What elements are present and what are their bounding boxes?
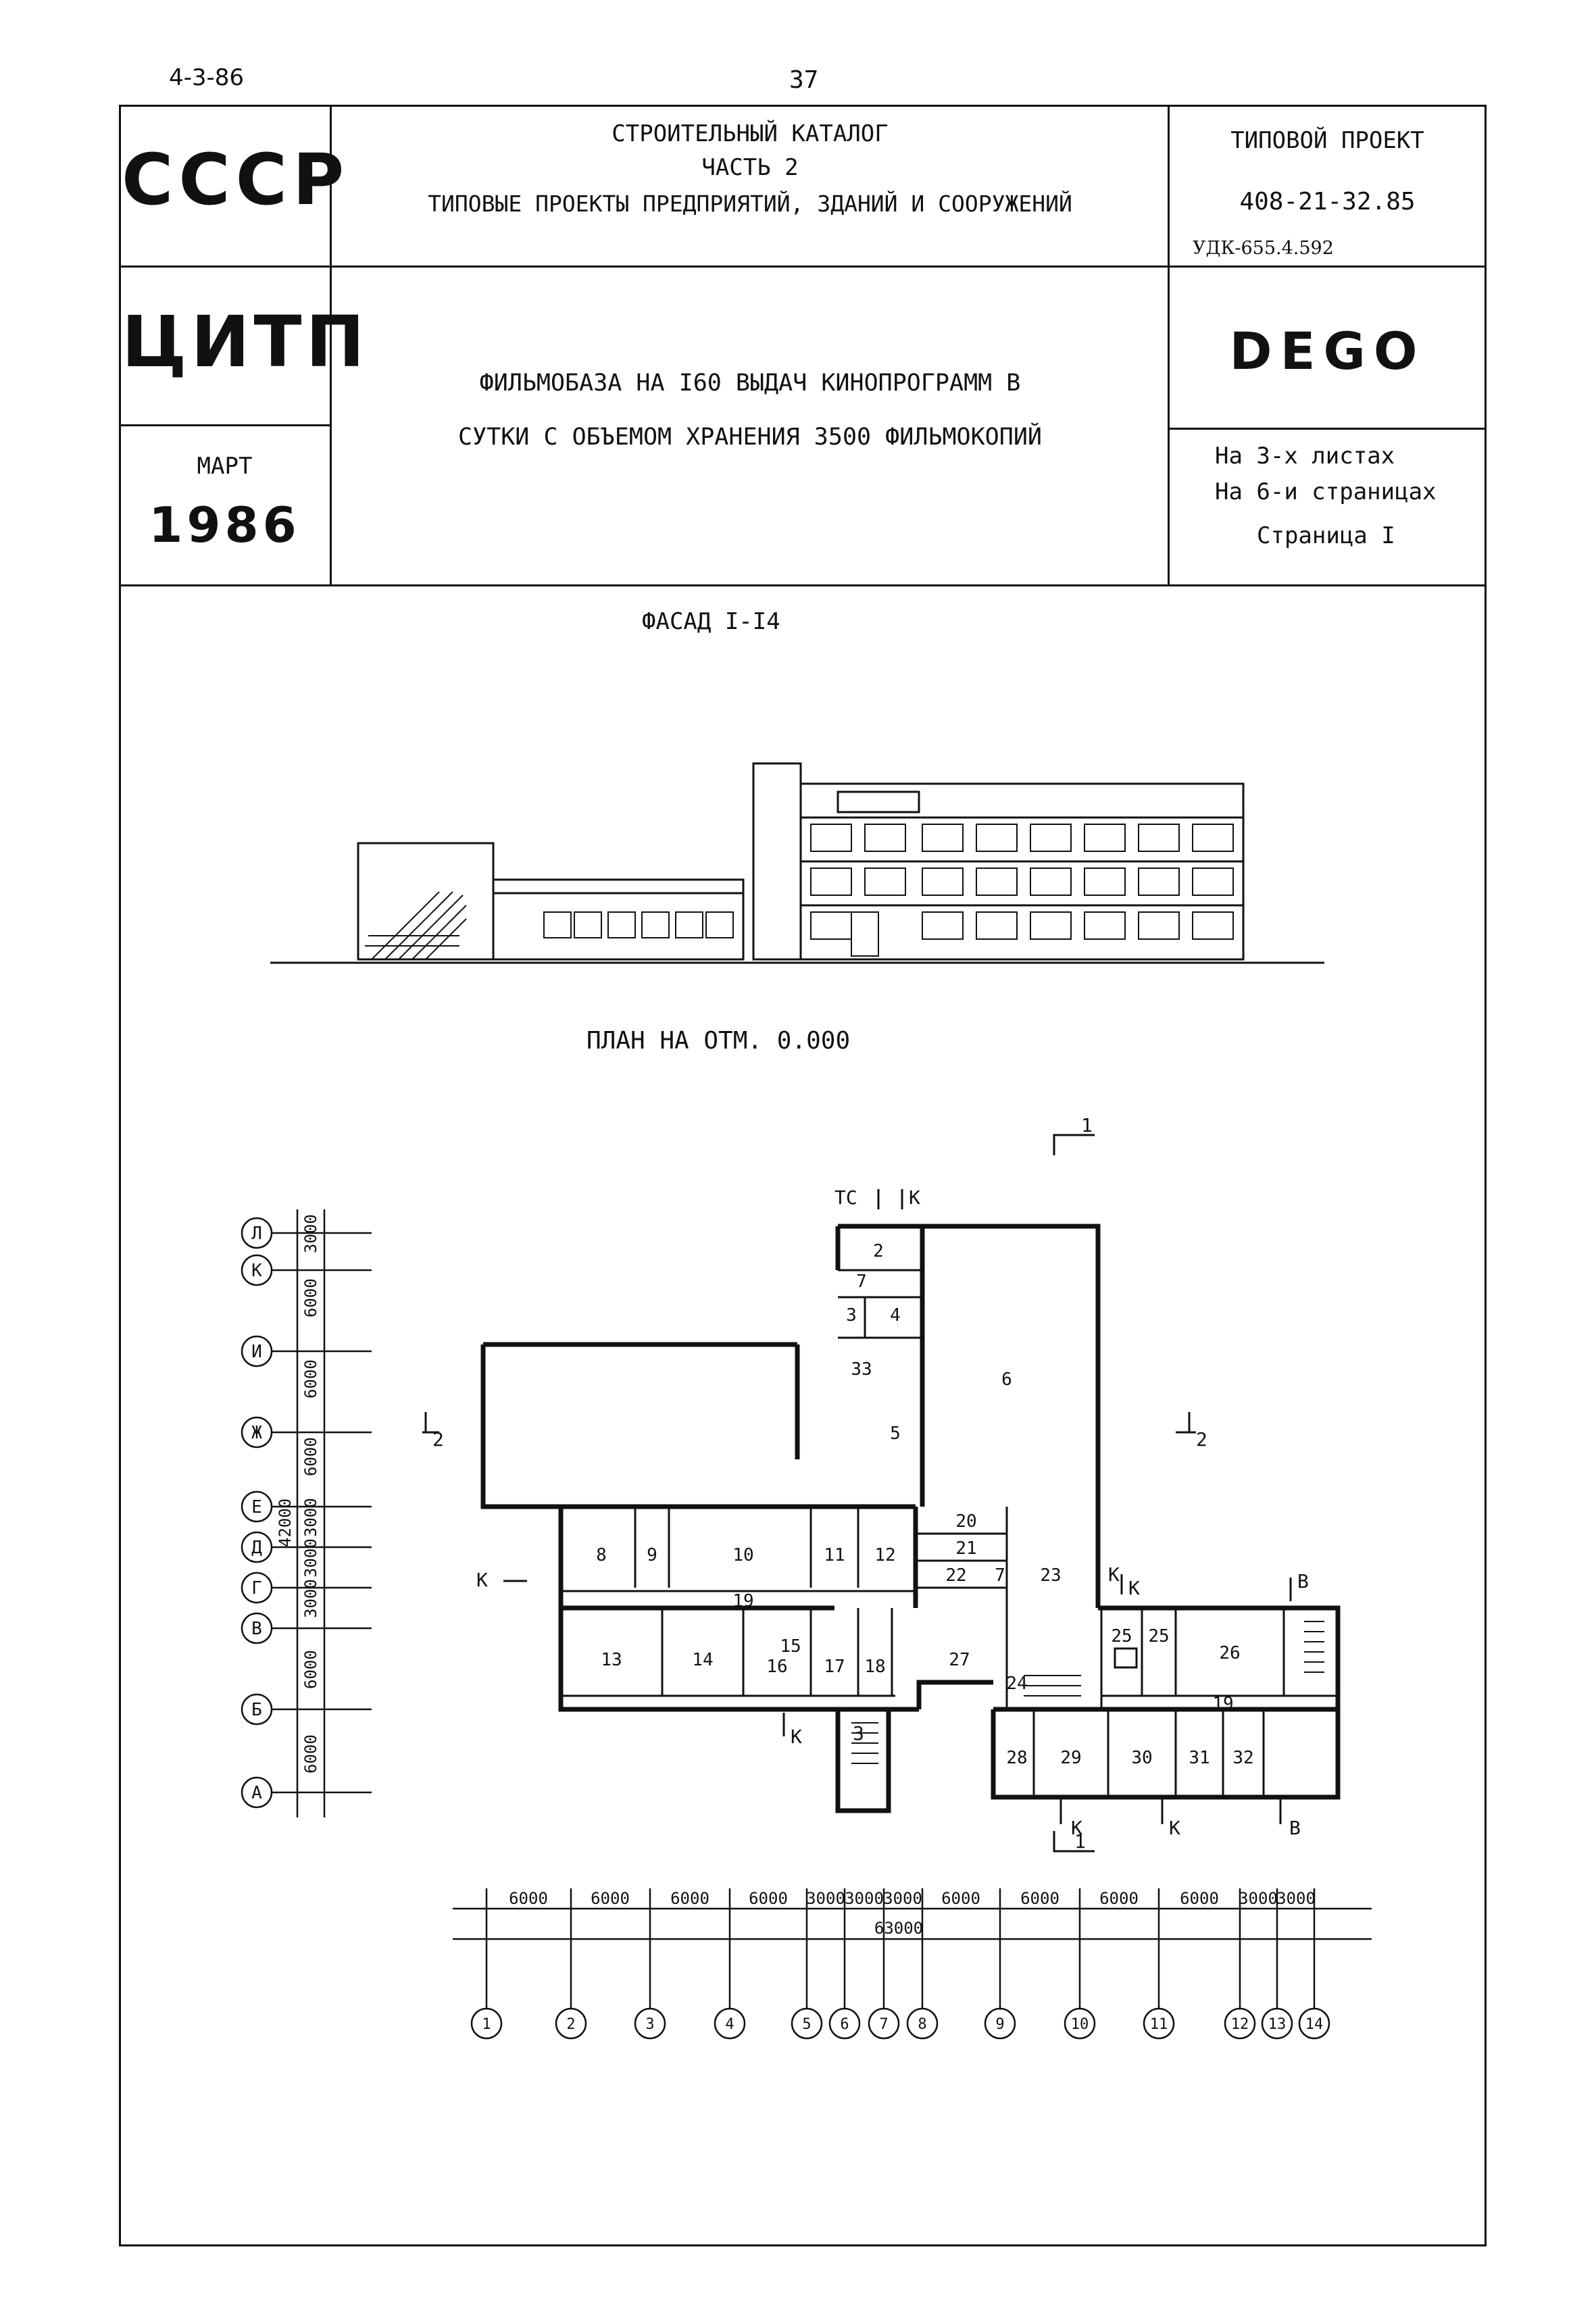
room-number: 24: [1006, 1674, 1028, 1694]
room-number: 27: [949, 1650, 970, 1670]
main-block: [801, 784, 1243, 959]
room-number: 26: [1219, 1643, 1241, 1663]
header-row-line-1: [119, 266, 1487, 268]
v-marker: В: [1297, 1570, 1309, 1592]
section-1-mark: 1: [1081, 1115, 1093, 1136]
bottom-total-dim: 63000: [874, 1919, 924, 1938]
header-bottom-line: [119, 584, 1487, 586]
axis-number: 7: [879, 2016, 889, 2033]
axis-number: 9: [995, 2016, 1005, 2033]
k-marker: К: [1108, 1563, 1120, 1586]
left-dim: 3000: [301, 1579, 320, 1618]
axis-letter: Ж: [251, 1423, 262, 1443]
project-title-line-1: ФИЛЬМОБАЗА НА I60 ВЫДАЧ КИНОПРОГРАММ В: [479, 370, 1021, 397]
bottom-dim: 6000: [509, 1889, 548, 1908]
room-number: 23: [1040, 1565, 1062, 1586]
bottom-dim: 6000: [670, 1889, 709, 1908]
bottom-dim: 6000: [941, 1889, 980, 1908]
section-2-mark: 2: [1196, 1428, 1207, 1451]
bottom-dim: 3000: [845, 1889, 884, 1908]
month-label: МАРТ: [197, 453, 253, 480]
bottom-dim: 3000: [883, 1889, 922, 1908]
room-number: 8: [596, 1545, 607, 1565]
section-marks: [422, 1135, 1196, 1851]
room-number: 25: [1148, 1626, 1170, 1646]
room-number: 31: [1189, 1748, 1210, 1768]
left-dim: 3000: [301, 1538, 320, 1578]
plan-title: ПЛАН НА ОТМ. 0.000: [587, 1027, 851, 1055]
axis-letter: Е: [251, 1497, 262, 1517]
bottom-dim: 3000: [1239, 1889, 1278, 1908]
room-number: 7: [995, 1565, 1005, 1586]
bottom-dim: 3000: [806, 1889, 845, 1908]
project-number: 408-21-32.85: [1239, 188, 1416, 216]
header-divider-right: [1168, 105, 1170, 584]
facade-title: ФАСАД I-I4: [642, 608, 780, 635]
bottom-dimensions: [509, 1889, 1316, 1938]
k-marker: К: [1071, 1817, 1082, 1839]
building-walls: [483, 1226, 1338, 1811]
room-number: 12: [874, 1545, 896, 1565]
room-number: 5: [890, 1424, 901, 1444]
interior-walls: [561, 1270, 1338, 1797]
facade-elevation: [257, 743, 1338, 973]
axis-number: 3: [645, 2016, 655, 2033]
room-number: 25: [1111, 1626, 1132, 1646]
left-dim: 3000: [301, 1214, 320, 1253]
udk-label: УДК-655.4.592: [1193, 238, 1334, 259]
code-box: DEGO: [1229, 321, 1426, 381]
axis-letter: В: [251, 1619, 262, 1639]
sheet-code: 4-3-86: [169, 64, 245, 91]
room-number: 17: [824, 1657, 845, 1677]
bottom-dim: 6000: [749, 1889, 788, 1908]
room-number: 32: [1232, 1748, 1254, 1768]
k-marker: К: [909, 1186, 920, 1209]
stair-hatch: [365, 892, 466, 959]
room-number: 29: [1060, 1748, 1082, 1768]
left-dim: 6000: [301, 1278, 320, 1317]
bottom-dim: 6000: [1020, 1889, 1059, 1908]
bottom-axis-numbers: [482, 2016, 1323, 2033]
room-number: 21: [955, 1538, 977, 1559]
left-total-dim: 42000: [276, 1498, 295, 1547]
axis-letter: Г: [251, 1578, 262, 1599]
room-number: 33: [851, 1359, 872, 1380]
catalog-line-1: СТРОИТЕЛЬНЫЙ КАТАЛОГ: [612, 120, 889, 147]
room-number: 13: [601, 1650, 622, 1670]
low-block-windows: [544, 912, 733, 938]
room-number: 30: [1131, 1748, 1153, 1768]
left-dim: 6000: [301, 1734, 320, 1774]
room-number: 20: [955, 1511, 977, 1532]
left-dim: 6000: [301, 1359, 320, 1399]
axis-letter: Л: [251, 1224, 262, 1244]
axis-letter: К: [251, 1261, 262, 1281]
room-number: 15: [780, 1636, 801, 1657]
room-number: 11: [824, 1545, 845, 1565]
bottom-axis-markers: [472, 1888, 1329, 2038]
axis-number: 5: [802, 2016, 812, 2033]
project-label: ТИПОВОЙ ПРОЕКТ: [1230, 127, 1424, 154]
room-number: 14: [692, 1650, 714, 1670]
main-block-windows: [811, 824, 1233, 956]
room-number: 9: [647, 1545, 657, 1565]
room-number: 28: [1006, 1748, 1028, 1768]
axis-number: 10: [1070, 2016, 1089, 2033]
k-marker: К: [476, 1569, 488, 1591]
bottom-dim: 6000: [591, 1889, 630, 1908]
pages-count: На 6-и страницах: [1215, 478, 1437, 505]
floor-plan: [230, 1115, 1432, 2061]
axis-number: 1: [482, 2016, 491, 2033]
project-title-line-2: СУТКИ С ОБЪЕМОМ ХРАНЕНИЯ 3500 ФИЛЬМОКОПИЙ: [458, 424, 1042, 451]
room-number: 4: [890, 1305, 901, 1326]
room-number: 22: [945, 1565, 967, 1586]
axis-number: 11: [1149, 2016, 1168, 2033]
header-right-row-line-2: [1168, 428, 1487, 430]
room-number: 6: [1001, 1369, 1012, 1390]
axis-letter: Д: [251, 1538, 262, 1558]
room-number: 19: [732, 1591, 754, 1611]
k-marker: К: [791, 1726, 802, 1748]
header-left-row-line-2: [119, 424, 330, 426]
page-label: Страница I: [1257, 522, 1395, 549]
room-number: 10: [732, 1545, 754, 1565]
page-number: 37: [789, 66, 819, 94]
left-dim: 6000: [301, 1650, 320, 1689]
tc-marker: ТС: [834, 1186, 857, 1209]
bottom-dim: 6000: [1180, 1889, 1219, 1908]
axis-number: 4: [725, 2016, 734, 2033]
room-number: 7: [856, 1272, 867, 1292]
catalog-line-2: ЧАСТЬ 2: [701, 154, 799, 181]
axis-number: 12: [1230, 2016, 1249, 2033]
bottom-dim: 3000: [1276, 1889, 1316, 1908]
room-number: 3: [846, 1305, 857, 1326]
axis-letter: Б: [251, 1700, 262, 1720]
k-marker: К: [1169, 1817, 1180, 1839]
axis-number: 6: [840, 2016, 849, 2033]
section-1-mark: 1: [1074, 1830, 1086, 1853]
axis-letter: И: [251, 1342, 262, 1362]
catalog-line-3: ТИПОВЫЕ ПРОЕКТЫ ПРЕДПРИЯТИЙ, ЗДАНИЙ И СООРУЖЕНИЙ: [428, 191, 1072, 217]
axis-number: 14: [1305, 2016, 1324, 2033]
axis-number: 2: [566, 2016, 576, 2033]
entry-3-mark: 3: [853, 1722, 864, 1744]
room-number: 16: [766, 1657, 788, 1677]
stair-tower: [753, 763, 801, 959]
section-2-mark: 2: [432, 1428, 444, 1451]
room-number: 18: [864, 1657, 886, 1677]
left-dim: 3000: [301, 1498, 320, 1537]
left-dim: 6000: [301, 1437, 320, 1476]
citp-label: ЦИТП: [122, 301, 369, 383]
axis-number: 13: [1268, 2016, 1287, 2033]
v-marker: В: [1289, 1817, 1301, 1839]
k-marker: К: [1128, 1577, 1140, 1599]
sheets-count: На 3-х листах: [1215, 443, 1395, 470]
axis-letter: А: [251, 1783, 262, 1803]
stair-lines: [851, 1621, 1324, 1763]
ussr-label: СССР: [122, 139, 350, 221]
elevator-shaft: [1115, 1649, 1137, 1667]
year-label: 1986: [149, 497, 301, 553]
bottom-dim: 6000: [1099, 1889, 1139, 1908]
left-axis-letters: [251, 1224, 262, 1803]
axis-number: 8: [918, 2016, 927, 2033]
room-number: 19: [1212, 1694, 1234, 1714]
room-number: 2: [873, 1241, 884, 1261]
